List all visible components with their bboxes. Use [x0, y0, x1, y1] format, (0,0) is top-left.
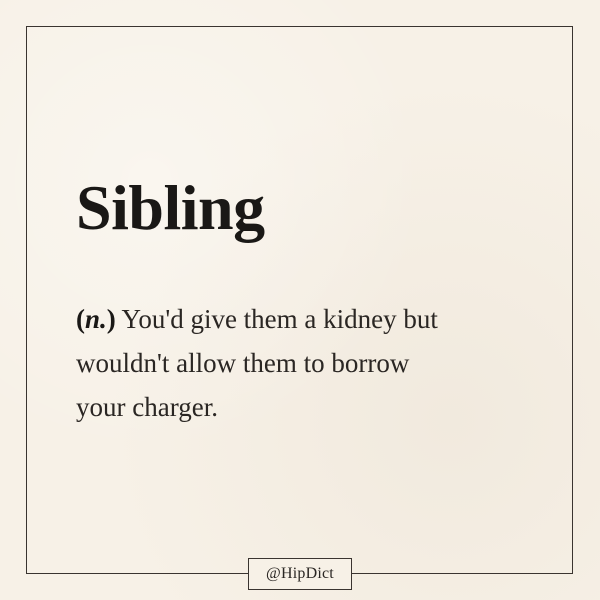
part-of-speech: (n.)	[76, 304, 116, 334]
handle-text: @HipDict	[266, 565, 334, 582]
definition-line-2: wouldn't allow them to borrow	[76, 348, 410, 378]
handle-badge	[248, 558, 352, 590]
definition-line-3: your charger.	[76, 392, 218, 422]
headword: Sibling	[76, 172, 265, 243]
definition-line-1: You'd give them a kidney but	[121, 304, 438, 334]
definition	[76, 297, 546, 429]
